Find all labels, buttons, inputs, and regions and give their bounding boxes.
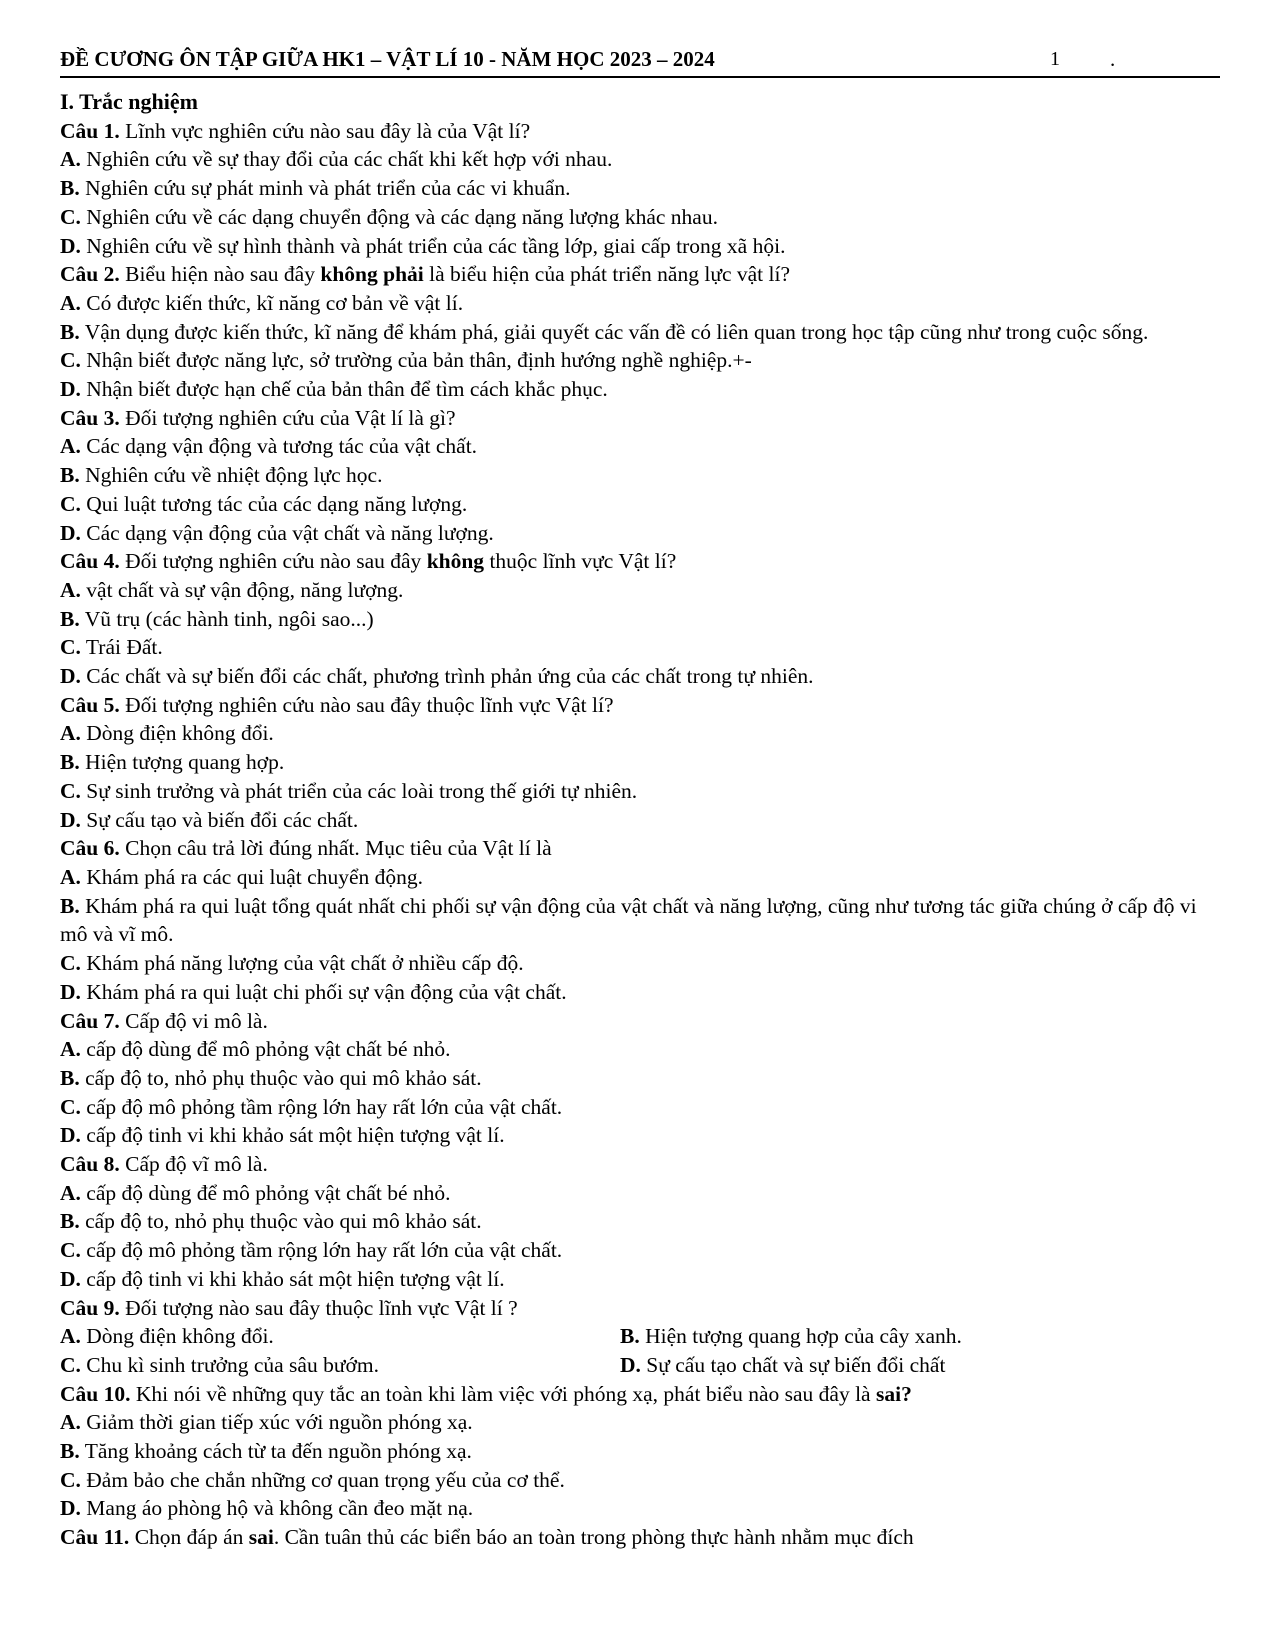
option-letter: C. [60,1352,81,1377]
option-text: Vận dụng được kiến thức, kĩ năng để khám phá, giải quyết các vấn đề có liên quan trong học tập cũng như trong cuộc sống. [84,319,1149,344]
option-letter: C. [60,348,81,373]
question-emphasis: không phải [320,262,424,287]
question-text: Chọn câu trả lời đúng nhất. Mục tiêu của Vật lí là [119,836,552,861]
option-letter: B. [60,750,80,775]
option-letter: A. [60,290,81,315]
option-a [60,432,1220,461]
question-text: Đối tượng nghiên cứu của Vật lí là gì? [119,405,456,430]
option-letter: A. [60,1410,81,1435]
question-label: Câu 2. [60,262,120,287]
option-c [60,777,1220,806]
option-letter: D. [60,664,81,689]
option-b [60,605,1220,634]
question-text: Đối tượng nghiên cứu nào sau đây [119,549,427,574]
option-letter: D. [60,1266,81,1291]
option-letter: B. [60,463,80,488]
document-title: ĐỀ CƯƠNG ÔN TẬP GIỮA HK1 – VẬT LÍ 10 - NĂM HỌC 2023 – 2024 [60,47,715,71]
option-letter: B. [620,1324,640,1349]
question-label: Câu 4. [60,549,120,574]
option-letter: C. [60,1467,81,1492]
option-letter: D. [60,520,81,545]
option-letter: D. [60,1496,81,1521]
option-letter: A. [60,147,81,172]
option-text: cấp độ to, nhỏ phụ thuộc vào qui mô khảo sát. [85,1065,482,1090]
option-text: Dòng điện không đổi. [86,721,274,746]
header-dot: . [1110,47,1116,71]
question-label: Câu 9. [60,1295,120,1320]
option-text: cấp độ dùng để mô phỏng vật chất bé nhỏ. [86,1180,451,1205]
question-8 [60,1150,1220,1179]
option-a [60,1408,1220,1437]
option-letter: A. [60,577,81,602]
question-emphasis: không [426,549,485,574]
option-letter: C. [60,635,81,660]
option-d [60,806,1220,835]
option-letter: B. [60,606,80,631]
option-text: Có được kiến thức, kĩ năng cơ bản về vật lí. [86,290,464,315]
option-text: Qui luật tương tác của các dạng năng lượng. [86,491,468,516]
option-text: Khám phá ra qui luật chi phối sự vận động của vật chất. [86,979,567,1004]
option-letter: A. [60,434,81,459]
option-c [60,1093,1220,1122]
option-c [60,1466,1220,1495]
option-letter: D. [60,377,81,402]
option-letter: B. [60,893,80,918]
option-text: cấp độ to, nhỏ phụ thuộc vào qui mô khảo sát. [85,1209,482,1234]
option-d [60,1265,1220,1294]
option-d [60,1121,1220,1150]
option-b [60,1207,1220,1236]
option-letter: B. [60,1439,80,1464]
option-b [60,174,1220,203]
option-letter: C. [60,1238,81,1263]
option-text: cấp độ mô phỏng tầm rộng lớn hay rất lớn của vật chất. [86,1094,563,1119]
question-4 [60,547,1220,576]
question-label: Câu 8. [60,1152,120,1177]
option-text: Các dạng vận động của vật chất và năng lượng. [86,520,494,545]
option-d [620,1351,1180,1380]
option-d [60,519,1220,548]
option-letter: A. [60,1324,81,1349]
option-text: Trái Đất. [85,635,163,660]
option-text: Nghiên cứu về sự thay đổi của các chất khi kết hợp với nhau. [86,147,613,172]
question-emphasis: sai [248,1525,274,1550]
option-letter: B. [60,176,80,201]
option-text: Giảm thời gian tiếp xúc với nguồn phóng xạ. [86,1410,473,1435]
option-d [60,662,1220,691]
question-text: Đối tượng nào sau đây thuộc lĩnh vực Vật lí ? [119,1295,518,1320]
option-text: Tăng khoảng cách từ ta đến nguồn phóng xạ. [84,1439,472,1464]
question-label: Câu 7. [60,1008,120,1033]
option-letter: B. [60,1209,80,1234]
option-letter: C. [60,204,81,229]
option-b [60,748,1220,777]
question-11 [60,1523,1220,1552]
option-a [60,863,1220,892]
question-2 [60,260,1220,289]
option-letter: C. [60,1094,81,1119]
option-text: Khám phá ra qui luật tổng quát nhất chi phối sự vận động của vật chất và năng lượng, cũng như tương tác giữa chúng ở cấp độ vi mô và vĩ mô. [60,893,1197,947]
question-10 [60,1380,1220,1409]
option-b [620,1322,1180,1351]
option-letter: A. [60,721,81,746]
option-text: Nhận biết được năng lực, sở trường của bản thân, định hướng nghề nghiệp.+- [86,348,752,373]
option-letter: A. [60,1037,81,1062]
section-title: I. Trắc nghiệm [60,89,198,114]
option-letter: D. [60,233,81,258]
question-1 [60,117,1220,146]
question-text: Lĩnh vực nghiên cứu nào sau đây là của Vật lí? [119,118,531,143]
question-label: Câu 10. [60,1381,131,1406]
option-d [60,375,1220,404]
option-text: Nghiên cứu sự phát minh và phát triển của các vi khuẩn. [85,176,571,201]
option-c [60,490,1220,519]
option-text: cấp độ mô phỏng tầm rộng lớn hay rất lớn của vật chất. [86,1238,563,1263]
option-letter: C. [60,778,81,803]
option-b [60,1437,1220,1466]
question-text: Khi nói về những quy tắc an toàn khi làm việc với phóng xạ, phát biểu nào sau đây là [130,1381,876,1406]
document-page [60,46,1220,1552]
option-b [60,1064,1220,1093]
option-a [60,719,1220,748]
option-d [60,1494,1220,1523]
question-text: Đối tượng nghiên cứu nào sau đây thuộc lĩnh vực Vật lí? [119,692,614,717]
option-letter: D. [620,1352,641,1377]
option-letter: A. [60,864,81,889]
option-text: vật chất và sự vận động, năng lượng. [86,577,404,602]
option-text: Khám phá ra các qui luật chuyển động. [86,864,423,889]
option-a [60,289,1220,318]
option-c [60,1236,1220,1265]
option-text: Mang áo phòng hộ và không cần đeo mặt nạ. [86,1496,474,1521]
option-row [60,1351,1220,1380]
option-text: Đảm bảo che chắn những cơ quan trọng yếu của cơ thể. [86,1467,565,1492]
question-emphasis: sai? [875,1381,912,1406]
option-c [60,203,1220,232]
option-text: Nghiên cứu về nhiệt động lực học. [85,463,383,488]
page-number: 1 [1050,48,1060,70]
option-b [60,461,1220,490]
option-text: Hiện tượng quang hợp. [85,750,285,775]
question-text: Cấp độ vĩ mô là. [119,1152,268,1177]
question-text: Cấp độ vi mô là. [119,1008,268,1033]
question-text: . Cần tuân thủ các biển báo an toàn trong phòng thực hành nhằm mục đích [273,1525,914,1550]
option-text: Sự sinh trưởng và phát triển của các loài trong thế giới tự nhiên. [86,778,638,803]
option-text: Các chất và sự biến đổi các chất, phương trình phản ứng của các chất trong tự nhiên. [86,664,814,689]
question-label: Câu 6. [60,836,120,861]
question-3 [60,404,1220,433]
option-text: Dòng điện không đổi. [86,1324,274,1349]
question-7 [60,1007,1220,1036]
option-c [60,1351,620,1380]
option-c [60,346,1220,375]
option-text: Sự cấu tạo chất và sự biến đổi chất [646,1352,946,1377]
option-text: Các dạng vận động và tương tác của vật chất. [86,434,478,459]
option-letter: B. [60,1065,80,1090]
question-text: là biểu hiện của phát triển năng lực vật lí? [423,262,791,287]
option-d [60,978,1220,1007]
option-c [60,949,1220,978]
option-a [60,1035,1220,1064]
option-c [60,633,1220,662]
question-6 [60,834,1220,863]
option-a [60,1179,1220,1208]
option-text: Sự cấu tạo và biến đổi các chất. [86,807,359,832]
question-text: Biểu hiện nào sau đây [119,262,321,287]
option-b [60,892,1220,949]
question-5 [60,691,1220,720]
option-letter: C. [60,491,81,516]
question-list [60,117,1220,1552]
option-letter: D. [60,979,81,1004]
option-row [60,1322,1220,1351]
option-d [60,232,1220,261]
option-text: Vũ trụ (các hành tinh, ngôi sao...) [84,606,374,631]
option-text: cấp độ dùng để mô phỏng vật chất bé nhỏ. [86,1037,451,1062]
option-text: Hiện tượng quang hợp của cây xanh. [645,1324,962,1349]
question-label: Câu 11. [60,1525,130,1550]
option-letter: B. [60,319,80,344]
option-text: Khám phá năng lượng của vật chất ở nhiều cấp độ. [86,951,524,976]
question-label: Câu 5. [60,692,120,717]
question-text: Chọn đáp án [129,1525,249,1550]
option-text: Nhận biết được hạn chế của bản thân để tìm cách khắc phục. [86,377,608,402]
question-label: Câu 1. [60,118,120,143]
option-text: cấp độ tinh vi khi khảo sát một hiện tượng vật lí. [86,1123,505,1148]
option-a [60,576,1220,605]
option-a [60,1322,620,1351]
option-text: Chu kì sinh trưởng của sâu bướm. [86,1352,379,1377]
question-text: thuộc lĩnh vực Vật lí? [484,549,677,574]
option-a [60,145,1220,174]
option-text: cấp độ tinh vi khi khảo sát một hiện tượng vật lí. [86,1266,505,1291]
option-letter: D. [60,1123,81,1148]
option-text: Nghiên cứu về các dạng chuyển động và các dạng năng lượng khác nhau. [86,204,718,229]
question-label: Câu 3. [60,405,120,430]
question-9 [60,1294,1220,1323]
option-b [60,318,1220,347]
option-letter: C. [60,951,81,976]
option-letter: D. [60,807,81,832]
page-header [60,46,1220,78]
option-letter: A. [60,1180,81,1205]
option-text: Nghiên cứu về sự hình thành và phát triển của các tầng lớp, giai cấp trong xã hội. [86,233,786,258]
